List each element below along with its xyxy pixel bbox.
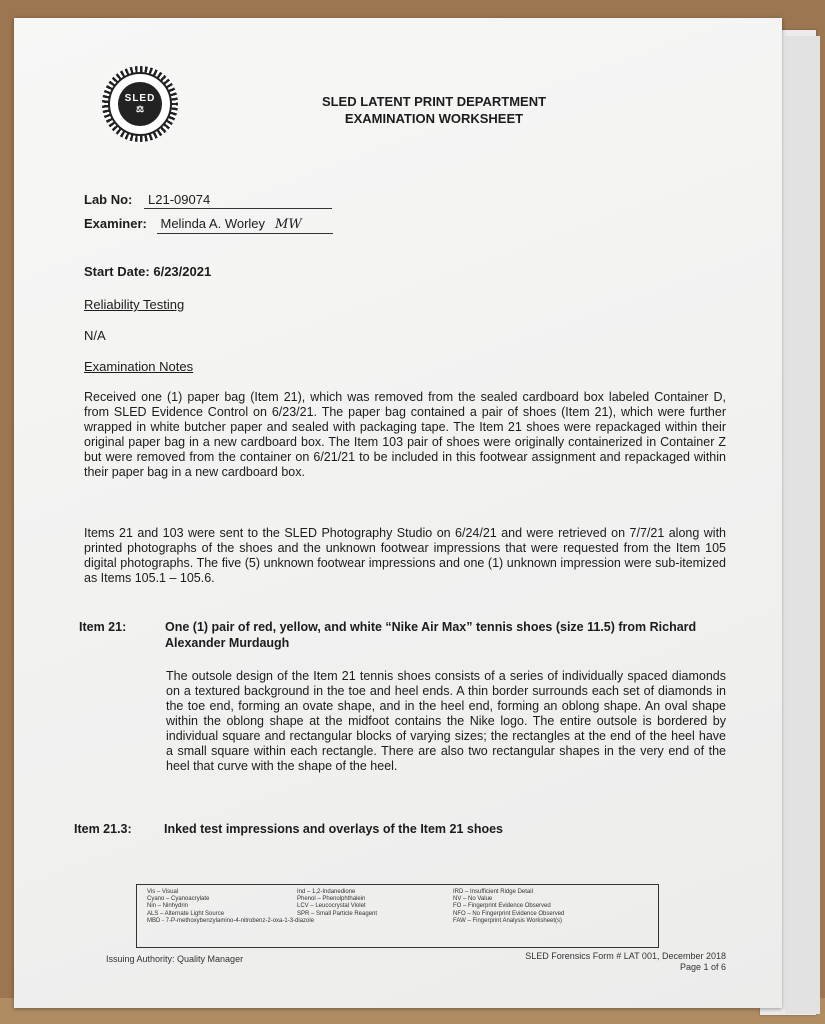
- issuing-authority: Issuing Authority: Quality Manager: [106, 954, 244, 964]
- legend-entry: FO – Fingerprint Evidence Observed: [453, 903, 551, 910]
- legend-column-1: [147, 889, 314, 925]
- page-title: [184, 93, 684, 127]
- legend-entry: Vis – Visual: [147, 889, 179, 895]
- lab-number-field: [84, 192, 332, 209]
- legend-column-3: [453, 889, 564, 925]
- start-date: Start Date: 6/23/2021: [84, 264, 212, 279]
- legend-column-2: [297, 889, 377, 918]
- legend-entry: Ind – 1,2-Indanedione: [297, 889, 356, 895]
- reliability-heading: Reliability Testing: [84, 297, 185, 312]
- form-number: SLED Forensics Form # LAT 001, December 2018: [525, 951, 726, 961]
- seal-center: [118, 82, 162, 126]
- item-21-description: The outsole design of the Item 21 tennis shoes consists of a series of individually spaced diamonds on a textured background in the toe and heel ends. A thin border surrounds each set of diamonds in the toe end, forming an ovate shape, and in the heel end, forming an oblong shape. An oval shape within the oblong shape at the midfoot contains the Nike logo. The entire outsole is bordered by individual square and rectangular blocks of varying sizes; the rectangles at the end of the heel have a small square within each rectangle. There are also two rectangular shapes in the very end of the heel that curve with the shape of the heel.: [166, 669, 726, 773]
- examiner-value: [157, 216, 333, 234]
- underlying-page-edge: [785, 36, 820, 1014]
- notes-paragraph-1: Received one (1) paper bag (Item 21), which was removed from the sealed cardboard box labeled Container D, from SLED Evidence Control on 6/23/21. The paper bag contained a pair of shoes (Item 21), which were further wrapped in white butcher paper and sealed with packaging tape. The Item 21 shoes were repackaged within their original paper bag in a new cardboard box. The Item 103 pair of shoes were originally containerized in Container Z but were removed from the container on 6/21/21 to be included in this footwear assignment and repackaged within their paper bag in a new cardboard box.: [84, 390, 726, 479]
- examination-notes-heading: Examination Notes: [84, 359, 194, 374]
- item-21-3-title: Inked test impressions and overlays of the Item 21 shoes: [164, 822, 504, 836]
- legend-entry: ALS – Alternate Light Source: [147, 910, 225, 917]
- page-number: Page 1 of 6: [679, 962, 726, 972]
- legend-entry: Cyano – Cyanoacrylate: [147, 896, 210, 903]
- notes-paragraph-2: Items 21 and 103 were sent to the SLED Photography Studio on 6/24/21 and were retrieved on 7/7/21 along with printed photographs of the shoes and the unknown footwear impressions that were requested from the Item 105 digital photographs. The five (5) unknown footwear impressions and one (1) unknown impression were sub-itemized as Items 105.1 – 105.6.: [84, 526, 726, 585]
- reliability-value: N/A: [84, 328, 106, 343]
- sled-seal-logo: [102, 66, 178, 142]
- legend-entry: LCV – Leucocrystal Violet: [297, 903, 366, 910]
- legend-entry: MBD - 7-P-methoxybenzylamino-4-nitrobenz-2-oxa-1-3-diazole: [147, 917, 315, 924]
- examiner-label: Examiner:: [84, 216, 147, 231]
- form-footer: [494, 951, 726, 973]
- title-line-2: EXAMINATION WORKSHEET: [344, 111, 524, 126]
- lab-number-label: Lab No:: [84, 192, 133, 207]
- lab-number-value: L21-09074: [144, 192, 332, 209]
- legend-entry: Nin – Ninhydrin: [147, 903, 189, 910]
- seal-emblem-icon: ⚖: [135, 104, 145, 114]
- legend-entry: NV – No Value: [453, 896, 493, 903]
- seal-ring: [108, 72, 172, 136]
- item-21-label: Item 21:: [79, 620, 127, 634]
- worksheet-page: [14, 18, 782, 1008]
- legend-entry: NFO – No Fingerprint Evidence Observed: [453, 910, 565, 917]
- title-line-1: SLED LATENT PRINT DEPARTMENT: [321, 94, 547, 109]
- legend-entry: FAW – Fingerprint Analysis Worksheet(s): [453, 917, 563, 924]
- legend-entry: SPR – Small Particle Reagent: [297, 910, 378, 917]
- legend-entry: IRD – Insufficient Ridge Detail: [453, 889, 533, 895]
- item-21-title: One (1) pair of red, yellow, and white “Nike Air Max” tennis shoes (size 11.5) from Richard Alexander Murdaugh: [165, 620, 697, 650]
- examiner-field: [84, 216, 333, 234]
- item-21-heading: [79, 619, 729, 653]
- examiner-name: Melinda A. Worley: [160, 216, 266, 231]
- seal-text: SLED: [124, 93, 156, 104]
- abbreviation-legend: [136, 884, 659, 948]
- item-21-3-heading: [74, 821, 724, 839]
- legend-entry: Phenol – Phenolphthalein: [297, 896, 366, 903]
- examiner-initials: MW: [275, 217, 302, 232]
- item-21-3-label: Item 21.3:: [74, 822, 132, 836]
